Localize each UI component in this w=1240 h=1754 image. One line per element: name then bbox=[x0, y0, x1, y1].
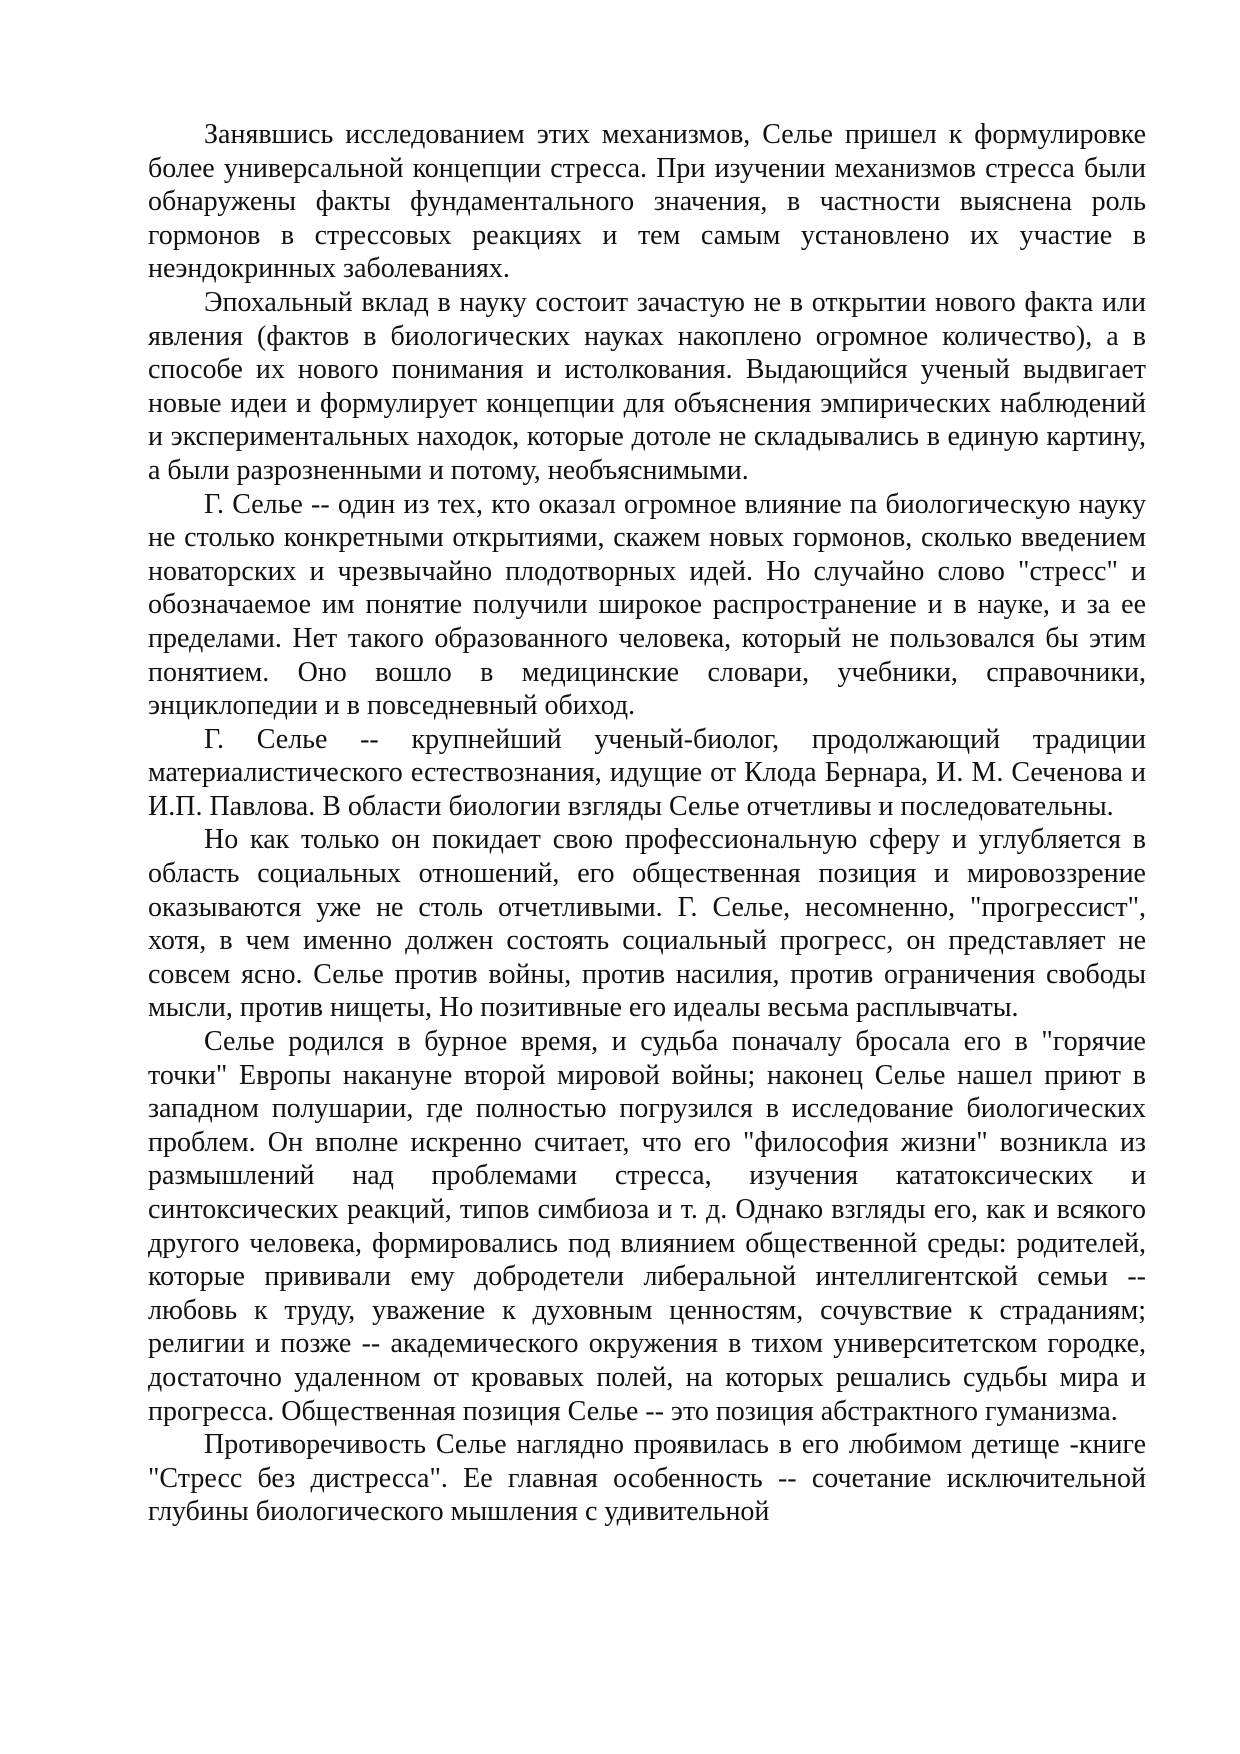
paragraph-epochal-contribution: Эпохальный вклад в науку состоит зачастую не в открытии нового факта или явления (фактов в биологических науках накоплено огромное количество), а в способе их нового понимания и истолкования. Выдающийся ученый выдвигает новые идеи и формулирует концепции для объяснения эмпирических наблюдений и экспериментальных находок, которые дотоле не складывались в единую картину, а были разрозненными и потому, необъяснимыми. bbox=[148, 286, 1146, 486]
paragraph-social-position: Но как только он покидает свою профессиональную сферу и углубляется в область социальных отношений, его общественная позиция и мировоззрение оказываются уже не столь отчетливыми. Г. Селье, несомненно, "прогрессист", хотя, в чем именно должен состоять социальный прогресс, он представляет не совсем ясно. Селье против войны, против насилия, против ограничения свободы мысли, против нищеты, Но позитивные его идеалы весьма расплывчаты. bbox=[148, 824, 1146, 1024]
paragraph-stress-mechanisms: Занявшись исследованием этих механизмов, Селье пришел к формулировке более универсальной концепции стресса. При изучении механизмов стресса были обнаружены факты фундаментального значения, в частности выяснена роль гормонов в стрессовых реакциях и тем самым установлено их участие в неэндокринных заболеваниях. bbox=[148, 119, 1146, 285]
document-page bbox=[148, 118, 1146, 1529]
paragraph-selye-influence: Г. Селье -- один из тех, кто оказал огромное влияние па биологическую науку не столько конкретными открытиями, скажем новых гормонов, сколько введением новаторских и чрезвычайно плодотворных идей. Но случайно слово "стресс" и обозначаемое им понятие получили широкое распространение и в науке, и за ее пределами. Нет такого образованного человека, который не пользовался бы этим понятием. Оно вошло в медицинские словари, учебники, справочники, энциклопедии и в повседневный обиход. bbox=[148, 488, 1146, 722]
paragraph-selye-biologist: Г. Селье -- крупнейший ученый-биолог, продолжающий традиции материалистического естествознания, идущие от Клода Бернара, И. М. Сеченова и И.П. Павлова. В области биологии взгляды Селье отчетливы и последовательны. bbox=[148, 723, 1146, 822]
paragraph-selye-biography: Селье родился в бурное время, и судьба поначалу бросала его в "горячие точки" Европы накануне второй мировой войны; наконец Селье нашел приют в западном полушарии, где полностью погрузился в исследование биологических проблем. Он вполне искренно считает, что его "философия жизни" возникла из размышлений над проблемами стресса, изучения кататоксических и синтоксических реакций, типов симбиоза и т. д. Однако взгляды его, как и всякого другого человека, формировались под влиянием общественной среды: родителей, которые прививали ему добродетели либеральной интеллигентской семьи -- любовь к труду, уважение к духовным ценностям, сочувствие к страданиям; религии и позже -- академического окружения в тихом университетском городке, достаточно удаленном от кровавых полей, на которых решались судьбы мира и прогресса. Общественная позиция Селье -- это позиция абстрактного гуманизма. bbox=[148, 1026, 1146, 1427]
paragraph-stress-without-distress: Противоречивость Селье наглядно проявилась в его любимом детище -книге "Стресс без дистресса". Ее главная особенность -- сочетание исключительной глубины биологического мышления с удивительной bbox=[148, 1429, 1146, 1528]
